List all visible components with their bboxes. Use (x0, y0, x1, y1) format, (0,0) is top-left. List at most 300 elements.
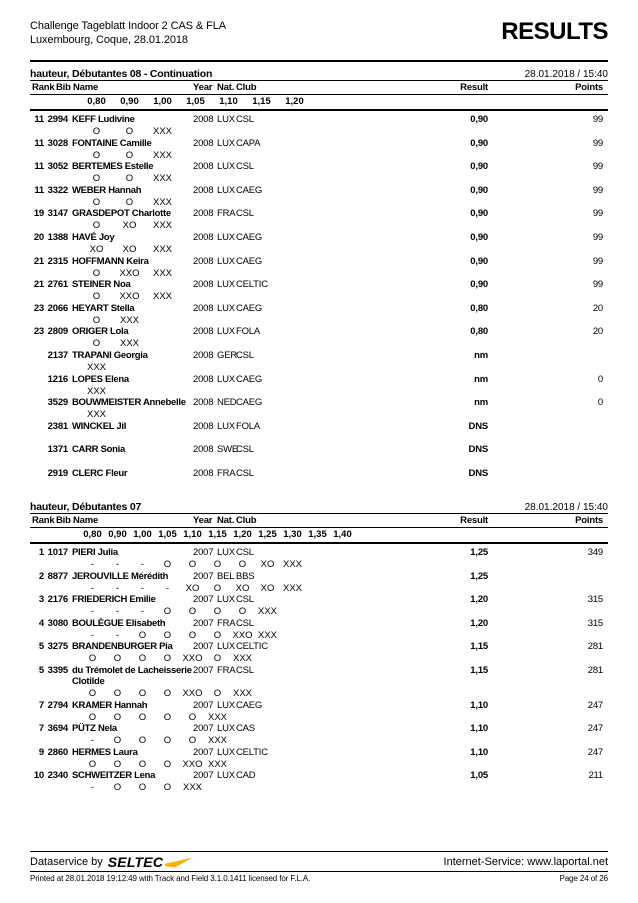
rank-cell: 7 (38, 723, 44, 735)
table-row (30, 185, 608, 209)
name-cell: du Trémolet de Lacheisserie Clotilde (72, 664, 192, 688)
club-cell: CAEG (236, 699, 263, 711)
height-label: 1,00 (153, 96, 172, 107)
column-header-rank: Rank (32, 82, 55, 93)
table-row (30, 374, 608, 398)
height-label: 1,15 (208, 529, 227, 540)
year-cell: 2008 (193, 373, 214, 385)
attempt-mark: XO (89, 243, 104, 255)
attempt-mark: XO (122, 220, 137, 232)
result-cell: nm (474, 373, 488, 385)
attempt-mark: O (138, 735, 147, 747)
attempt-mark: XXO (182, 758, 203, 770)
points-cell: 315 (587, 594, 603, 606)
nat-cell: FRA (217, 617, 236, 629)
document-header (30, 19, 608, 62)
year-cell: 2007 (193, 664, 214, 676)
attempt-mark: O (213, 629, 222, 641)
club-cell: CAEG (236, 397, 263, 409)
column-header-row (30, 81, 608, 95)
bib-cell: 2794 (47, 699, 68, 711)
attempt-mark: O (138, 782, 147, 794)
attempts-line (30, 362, 608, 374)
bib-cell: 2137 (47, 349, 68, 361)
bib-cell: 2066 (47, 302, 68, 314)
attempt-mark: O (188, 711, 197, 723)
points-cell: 0 (597, 397, 603, 409)
attempt-mark: O (92, 267, 101, 279)
table-row (30, 547, 608, 571)
attempts-line (30, 244, 608, 256)
attempt-mark: XO (260, 582, 275, 594)
points-cell: 99 (592, 255, 603, 267)
result-cell: 0,90 (470, 208, 488, 220)
table-row (30, 114, 608, 138)
column-header-rank: Rank (32, 515, 55, 526)
table-row (30, 421, 608, 445)
year-cell: 2007 (193, 547, 214, 558)
table-row (30, 665, 608, 700)
table-row (30, 594, 608, 618)
club-cell: CSL (236, 594, 254, 606)
points-cell: 0 (597, 373, 603, 385)
result-cell: nm (474, 397, 488, 409)
height-label: 1,35 (308, 529, 327, 540)
bib-cell: 3694 (47, 723, 68, 735)
result-cell: DNS (468, 420, 488, 432)
bib-cell: 2860 (47, 746, 68, 758)
attempt-mark: - (115, 582, 120, 594)
attempt-mark: O (188, 606, 197, 618)
height-label: 1,10 (183, 529, 202, 540)
attempt-mark: - (140, 606, 145, 618)
year-cell: 2008 (193, 184, 214, 196)
year-cell: 2008 (193, 326, 214, 338)
table-row (30, 770, 608, 794)
result-cell: 1,25 (470, 570, 488, 582)
results-rows (30, 111, 608, 492)
rank-cell: 1 (38, 547, 44, 558)
bib-cell: 3529 (47, 397, 68, 409)
results-section (30, 64, 608, 492)
club-cell: CAEG (236, 302, 263, 314)
attempt-mark: XXX (86, 361, 106, 373)
name-cell: GRASDEPOT Charlotte (72, 208, 171, 220)
athlete-main-line (30, 723, 608, 735)
athlete-main-line (30, 138, 608, 150)
section-datetime: 28.01.2018 / 15:40 (524, 502, 608, 513)
attempt-mark: XXX (86, 409, 106, 421)
year-cell: 2008 (193, 231, 214, 243)
column-header-club: Club (236, 515, 257, 526)
attempt-mark: O (92, 220, 101, 232)
athlete-main-line (30, 397, 608, 409)
nat-cell: LUX (217, 699, 235, 711)
athlete-main-line (30, 326, 608, 338)
athlete-main-line (30, 161, 608, 173)
table-row (30, 618, 608, 642)
nat-cell: LUX (217, 184, 235, 196)
year-cell: 2007 (193, 594, 214, 606)
column-header-result: Result (460, 515, 488, 526)
name-cell: BOULÈGUE Elisabeth (72, 617, 166, 629)
table-header (30, 80, 608, 111)
attempts-line (30, 268, 608, 280)
table-row (30, 208, 608, 232)
result-cell: 0,90 (470, 279, 488, 291)
athlete-main-line (30, 232, 608, 244)
attempt-mark: O (213, 582, 222, 594)
bib-cell: 2381 (47, 420, 68, 432)
attempts-line (30, 630, 608, 642)
attempts-line (30, 386, 608, 398)
attempt-mark: O (92, 173, 101, 185)
nat-cell: FRA (217, 664, 236, 676)
nat-cell: LUX (217, 723, 235, 735)
club-cell: CAEG (236, 373, 263, 385)
athlete-main-line (30, 208, 608, 220)
column-header-year: Year (193, 82, 213, 93)
attempt-mark: XO (260, 559, 275, 570)
nat-cell: LUX (217, 279, 235, 291)
name-cell: JEROUVILLE Mérédith (72, 570, 169, 582)
attempts-line (30, 315, 608, 327)
name-cell: SCHWEITZER Lena (72, 770, 156, 782)
table-row (30, 397, 608, 421)
attempts-line (30, 338, 608, 350)
attempt-mark: XXX (152, 267, 172, 279)
bib-cell: 3275 (47, 641, 68, 653)
club-cell: CAD (236, 770, 256, 782)
result-cell: DNS (468, 444, 488, 456)
table-row (30, 747, 608, 771)
points-cell: 247 (587, 723, 603, 735)
attempt-mark: O (113, 687, 122, 699)
points-cell: 281 (587, 664, 603, 676)
club-cell: CSL (236, 467, 254, 479)
rank-cell: 10 (33, 770, 44, 782)
attempts-line (30, 173, 608, 185)
result-cell: 0,90 (470, 137, 488, 149)
points-cell: 99 (592, 114, 603, 125)
attempts-line (30, 759, 608, 771)
name-cell: STEINER Noa (72, 279, 131, 291)
attempt-mark: O (188, 629, 197, 641)
attempt-mark: O (138, 629, 147, 641)
name-cell: WEBER Hannah (72, 184, 142, 196)
rank-cell: 23 (33, 326, 44, 338)
results-rows (30, 544, 608, 794)
club-cell: CSL (236, 664, 254, 676)
attempt-mark: XO (235, 582, 250, 594)
height-label: 1,05 (186, 96, 205, 107)
result-cell: 1,20 (470, 594, 488, 606)
bib-cell: 2809 (47, 326, 68, 338)
club-cell: FOLA (236, 326, 261, 338)
attempts-line (30, 559, 608, 571)
athlete-main-line (30, 641, 608, 653)
section-datetime: 28.01.2018 / 15:40 (524, 69, 608, 80)
results-section (30, 497, 608, 794)
result-cell: 1,10 (470, 699, 488, 711)
table-row (30, 723, 608, 747)
nat-cell: LUX (217, 373, 235, 385)
year-cell: 2008 (193, 302, 214, 314)
height-label: 0,80 (87, 96, 106, 107)
club-cell: CSL (236, 208, 254, 220)
athlete-main-line (30, 114, 608, 126)
year-cell: 2007 (193, 699, 214, 711)
height-label: 1,30 (283, 529, 302, 540)
attempts-line (30, 409, 608, 421)
seltec-logo: SELTEC (107, 853, 164, 870)
attempt-mark: O (213, 606, 222, 618)
height-label: 1,20 (285, 96, 304, 107)
attempt-mark: O (113, 782, 122, 794)
attempt-mark: O (163, 687, 172, 699)
nat-cell: LUX (217, 770, 235, 782)
points-cell: 211 (588, 770, 603, 782)
athlete-main-line (30, 350, 608, 362)
attempt-mark: O (125, 196, 134, 208)
column-header-nat: Nat. (217, 82, 235, 93)
club-cell: CSL (236, 161, 254, 173)
club-cell: BBS (236, 570, 255, 582)
column-header-bib: Bib (56, 82, 71, 93)
attempt-mark: XXX (232, 687, 252, 699)
table-row (30, 256, 608, 280)
rank-cell: 2 (38, 570, 44, 582)
attempt-mark: - (140, 582, 145, 594)
result-cell: 0,90 (470, 114, 488, 125)
bib-cell: 2176 (47, 594, 68, 606)
club-cell: CSL (236, 547, 254, 558)
event-info (30, 19, 226, 47)
club-cell: CAEG (236, 184, 263, 196)
year-cell: 2008 (193, 255, 214, 267)
attempt-mark: O (188, 559, 197, 570)
attempt-mark: XXX (232, 653, 252, 665)
name-cell: BOUWMEISTER Annebelle (72, 397, 186, 409)
attempts-line (30, 688, 608, 700)
attempt-mark: - (90, 582, 95, 594)
attempt-mark: O (213, 653, 222, 665)
height-label: 0,90 (108, 529, 127, 540)
table-row (30, 138, 608, 162)
attempt-mark: O (213, 559, 222, 570)
attempts-line (30, 712, 608, 724)
bib-cell: 8877 (47, 570, 68, 582)
attempt-mark: O (92, 314, 101, 326)
results-heading: RESULTS (501, 18, 608, 45)
attempt-mark: XXX (257, 629, 277, 641)
name-cell: CLERC Fleur (72, 467, 128, 479)
club-cell: CAEG (236, 231, 263, 243)
nat-cell: LUX (217, 231, 235, 243)
column-header-points: Points (575, 82, 603, 93)
event-title: Challenge Tageblatt Indoor 2 CAS & FLA (30, 20, 226, 32)
year-cell: 2008 (193, 137, 214, 149)
attempt-mark: XXX (152, 243, 172, 255)
attempt-mark: XXX (257, 606, 277, 618)
year-cell: 2007 (193, 770, 214, 782)
table-row (30, 700, 608, 724)
attempts-line (30, 583, 608, 595)
attempt-mark: XXX (86, 385, 106, 397)
column-header-row (30, 514, 608, 528)
result-cell: DNS (468, 467, 488, 479)
dataservice-block (30, 854, 193, 870)
attempt-mark: O (138, 758, 147, 770)
name-cell: HEYART Stella (72, 302, 135, 314)
attempt-mark: O (163, 711, 172, 723)
rank-cell: 7 (38, 699, 44, 711)
section-title-row (30, 64, 608, 80)
attempts-line (30, 197, 608, 209)
points-cell: 99 (592, 161, 603, 173)
athlete-main-line (30, 279, 608, 291)
nat-cell: FRA (217, 467, 236, 479)
attempt-mark: XXO (119, 291, 140, 303)
attempt-mark: - (90, 559, 95, 570)
result-cell: 0,90 (470, 184, 488, 196)
attempt-mark: O (213, 687, 222, 699)
nat-cell: LUX (217, 746, 235, 758)
nat-cell: SWE (217, 444, 239, 456)
heights-header-row (30, 95, 608, 109)
name-cell: TRAPANI Georgia (72, 349, 148, 361)
printed-info: Printed at 28.01.2018 19:12:49 with Track and Field 3.1.0.1411 licensed for F.L.A. (30, 874, 311, 883)
rank-cell: 4 (38, 617, 44, 629)
attempt-mark: XXX (282, 582, 302, 594)
bib-cell: 2994 (47, 114, 68, 125)
attempt-mark: O (113, 735, 122, 747)
attempt-mark: O (92, 338, 101, 350)
table-row (30, 468, 608, 492)
table-row (30, 326, 608, 350)
page-number: Page 24 of 26 (559, 874, 608, 883)
year-cell: 2008 (193, 349, 214, 361)
attempts-line (30, 782, 608, 794)
attempt-mark: XXX (152, 291, 172, 303)
attempt-mark: XO (122, 243, 137, 255)
attempt-mark: XXX (207, 711, 227, 723)
attempt-mark: XXX (152, 220, 172, 232)
table-row (30, 303, 608, 327)
nat-cell: LUX (217, 326, 235, 338)
club-cell: CSL (236, 444, 254, 456)
result-cell: 0,90 (470, 161, 488, 173)
attempt-mark: XXX (119, 338, 139, 350)
rank-cell: 3 (38, 594, 44, 606)
result-cell: 1,10 (470, 723, 488, 735)
event-location-date: Luxembourg, Coque, 28.01.2018 (30, 33, 188, 46)
bib-cell: 2315 (47, 255, 68, 267)
year-cell: 2008 (193, 161, 214, 173)
bib-cell: 1388 (47, 231, 68, 243)
attempts-line (30, 291, 608, 303)
attempt-mark: O (92, 291, 101, 303)
attempt-mark: O (92, 149, 101, 161)
athlete-main-line (30, 468, 608, 480)
height-label: 1,20 (233, 529, 252, 540)
attempt-mark: - (165, 582, 170, 594)
column-header-year: Year (193, 515, 213, 526)
attempts-line (30, 150, 608, 162)
bib-cell: 3395 (47, 664, 68, 676)
table-row (30, 232, 608, 256)
athlete-main-line (30, 256, 608, 268)
result-cell: 1,10 (470, 746, 488, 758)
year-cell: 2008 (193, 208, 214, 220)
attempt-mark: XXX (152, 196, 172, 208)
rank-cell: 20 (33, 231, 44, 243)
club-cell: CAS (236, 723, 255, 735)
name-cell: ORIGER Lola (72, 326, 129, 338)
nat-cell: GER (217, 349, 237, 361)
nat-cell: LUX (217, 420, 235, 432)
name-cell: PÜTZ Nela (72, 723, 117, 735)
result-cell: 1,15 (470, 664, 488, 676)
table-row (30, 444, 608, 468)
name-cell: WINCKEL Jil (72, 420, 127, 432)
points-cell: 349 (587, 547, 603, 558)
table-row (30, 161, 608, 185)
year-cell: 2007 (193, 746, 214, 758)
table-header (30, 513, 608, 544)
section-title: hauteur, Débutantes 08 - Continuation (30, 68, 213, 80)
attempt-mark: O (163, 559, 172, 570)
bib-cell: 3322 (47, 184, 68, 196)
internet-service-label: Internet-Service: www.laportal.net (443, 855, 608, 868)
year-cell: 2007 (193, 641, 214, 653)
attempt-mark: - (90, 782, 95, 794)
athlete-main-line (30, 594, 608, 606)
year-cell: 2007 (193, 570, 214, 582)
result-cell: nm (474, 349, 488, 361)
athlete-main-line (30, 770, 608, 782)
attempt-mark: O (125, 126, 134, 137)
height-label: 1,40 (333, 529, 352, 540)
points-cell: 99 (592, 279, 603, 291)
attempt-mark: O (238, 606, 247, 618)
attempt-mark: XXX (207, 758, 227, 770)
nat-cell: LUX (217, 137, 235, 149)
athlete-main-line (30, 421, 608, 433)
name-cell: HERMES Laura (72, 746, 138, 758)
bib-cell: 1371 (47, 444, 68, 456)
result-cell: 0,80 (470, 302, 488, 314)
points-cell: 247 (587, 699, 603, 711)
club-cell: FOLA (236, 420, 261, 432)
club-cell: CELTIC (236, 641, 268, 653)
year-cell: 2008 (193, 444, 214, 456)
section-title: hauteur, Débutantes 07 (30, 501, 142, 513)
points-cell: 99 (592, 137, 603, 149)
attempt-mark: O (163, 735, 172, 747)
page-footer (30, 851, 608, 883)
column-header-name: Name (73, 515, 99, 526)
rank-cell: 5 (38, 664, 44, 676)
attempt-mark: - (90, 606, 95, 618)
club-cell: CSL (236, 617, 254, 629)
name-cell: FRIEDERICH Emilie (72, 594, 156, 606)
bib-cell: 2340 (47, 770, 68, 782)
attempt-mark: O (138, 653, 147, 665)
year-cell: 2008 (193, 420, 214, 432)
attempt-mark: XXO (119, 267, 140, 279)
attempt-mark: - (90, 629, 95, 641)
